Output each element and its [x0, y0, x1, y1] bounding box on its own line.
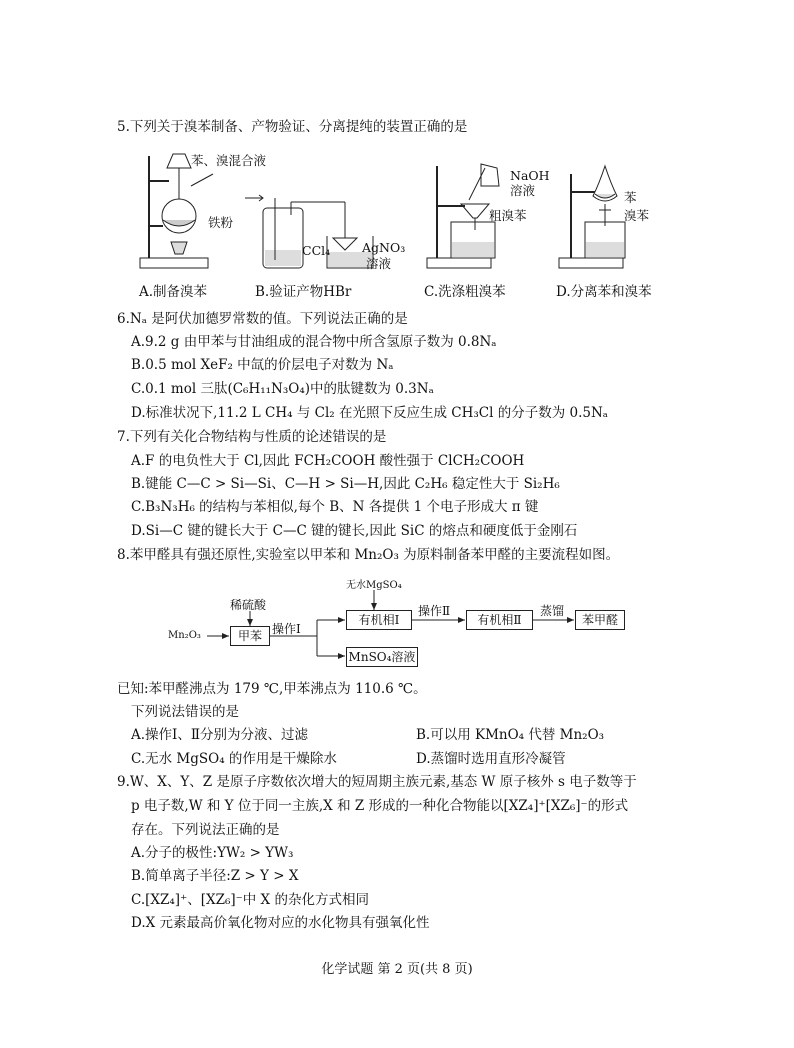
q8-option-b: B.可以用 KMnO₄ 代替 Mn₂O₃ — [416, 727, 605, 743]
label-crude: 粗溴苯 — [489, 208, 527, 223]
label-mix: 苯、溴混合液 — [191, 153, 267, 168]
q5-option-c: C.洗涤粗溴苯 — [424, 284, 506, 300]
label-bromobenzene: 溴苯 — [624, 208, 650, 223]
q6-option-b: B.0.5 mol XeF₂ 中氙的价层电子对数为 Nₐ — [131, 357, 394, 373]
q9-stem-line-1: 9.W、X、Y、Z 是原子序数依次增大的短周期主族元素,基态 W 原子核外 s 电子数等于 — [117, 774, 637, 790]
q5-option-b: B.验证产物HBr — [255, 284, 352, 300]
label-naoh-sol: 溶液 — [510, 183, 536, 198]
q9-option-a: A.分子的极性:YW₂ > YW₃ — [131, 845, 294, 861]
q6-stem: 6.Nₐ 是阿伏加德罗常数的值。下列说法正确的是 — [117, 311, 408, 327]
label-agno3: AgNO₃ — [362, 240, 406, 255]
label-naoh: NaOH — [510, 168, 550, 183]
flow-organic1-box: 有机相Ⅰ — [346, 610, 412, 630]
flow-toluene-box: 甲苯 — [230, 626, 270, 646]
q8-option-c: C.无水 MgSO₄ 的作用是干燥除水 — [131, 751, 337, 767]
flow-product-box: 苯甲醛 — [575, 610, 625, 630]
q7-option-c: C.B₃N₃H₆ 的结构与苯相似,每个 B、N 各提供 1 个电子形成大 π 键 — [131, 499, 539, 515]
q9-option-d: D.X 元素最高价氧化物对应的水化物具有强氧化性 — [131, 915, 430, 931]
q5-option-d: D.分离苯和溴苯 — [556, 284, 652, 300]
q8-known: 已知:苯甲醛沸点为 179 ℃,甲苯沸点为 110.6 ℃。 — [117, 681, 427, 697]
q9-stem-line-3: 存在。下列说法正确的是 — [131, 822, 280, 838]
flow-mn2o3: Mn₂O₃ — [168, 630, 201, 641]
q8-option-a: A.操作Ⅰ、Ⅱ分别为分液、过滤 — [131, 727, 309, 743]
q7-option-a: A.F 的电负性大于 Cl,因此 FCH₂COOH 酸性强于 ClCH₂COOH — [131, 453, 525, 469]
q6-option-a: A.9.2 g 由甲苯与甘油组成的混合物中所含氢原子数为 0.8Nₐ — [131, 334, 497, 350]
flow-distill: 蒸馏 — [540, 604, 565, 618]
q5-option-a: A.制备溴苯 — [139, 284, 208, 300]
flow-mgso4: 无水MgSO₄ — [346, 580, 402, 591]
q7-stem: 7.下列有关化合物结构与性质的论述错误的是 — [117, 429, 387, 445]
q8-ask: 下列说法错误的是 — [131, 704, 239, 720]
q9-option-c: C.[XZ₄]⁺、[XZ₆]⁻中 X 的杂化方式相同 — [131, 892, 369, 908]
q8-stem: 8.苯甲醛具有强还原性,实验室以甲苯和 Mn₂O₃ 为原料制备苯甲醛的主要流程如图。 — [117, 547, 620, 563]
q9-stem-line-2: p 电子数,W 和 Y 位于同一主族,X 和 Z 形成的一种化合物能以[XZ₄]⁺[XZ₆]⁻的形式 — [131, 798, 629, 814]
label-benzene: 苯 — [624, 190, 637, 205]
q7-option-b: B.键能 C—C > Si—Si、C—H > Si—H,因此 C₂H₆ 稳定性大于 Si₂H₆ — [131, 476, 560, 492]
label-iron: 铁粉 — [208, 215, 234, 230]
q6-option-d: D.标准状况下,11.2 L CH₄ 与 Cl₂ 在光照下反应生成 CH₃Cl 的分子数为 0.5Nₐ — [131, 405, 609, 421]
flow-op2: 操作Ⅱ — [418, 604, 451, 618]
flow-op1: 操作Ⅰ — [272, 622, 301, 636]
q7-option-d: D.Si—C 键的键长大于 C—C 键的键长,因此 SiC 的熔点和硬度低于金刚石 — [131, 523, 578, 539]
q9-option-b: B.简单离子半径:Z > Y > X — [131, 868, 299, 884]
page-footer: 化学试题 第 2 页(共 8 页) — [321, 962, 473, 977]
flow-mnso4-box: MnSO₄溶液 — [346, 647, 418, 667]
q6-option-c: C.0.1 mol 三肽(C₆H₁₁N₃O₄)中的肽键数为 0.3Nₐ — [131, 381, 434, 397]
q8-option-d: D.蒸馏时选用直形冷凝管 — [416, 751, 566, 767]
q5-stem: 5.下列关于溴苯制备、产物验证、分离提纯的装置正确的是 — [117, 119, 468, 135]
label-ccl4: CCl₄ — [302, 243, 331, 258]
label-agno3-sol: 溶液 — [366, 256, 392, 271]
flow-organic2-box: 有机相Ⅱ — [466, 610, 533, 630]
flow-acid: 稀硫酸 — [230, 598, 267, 612]
